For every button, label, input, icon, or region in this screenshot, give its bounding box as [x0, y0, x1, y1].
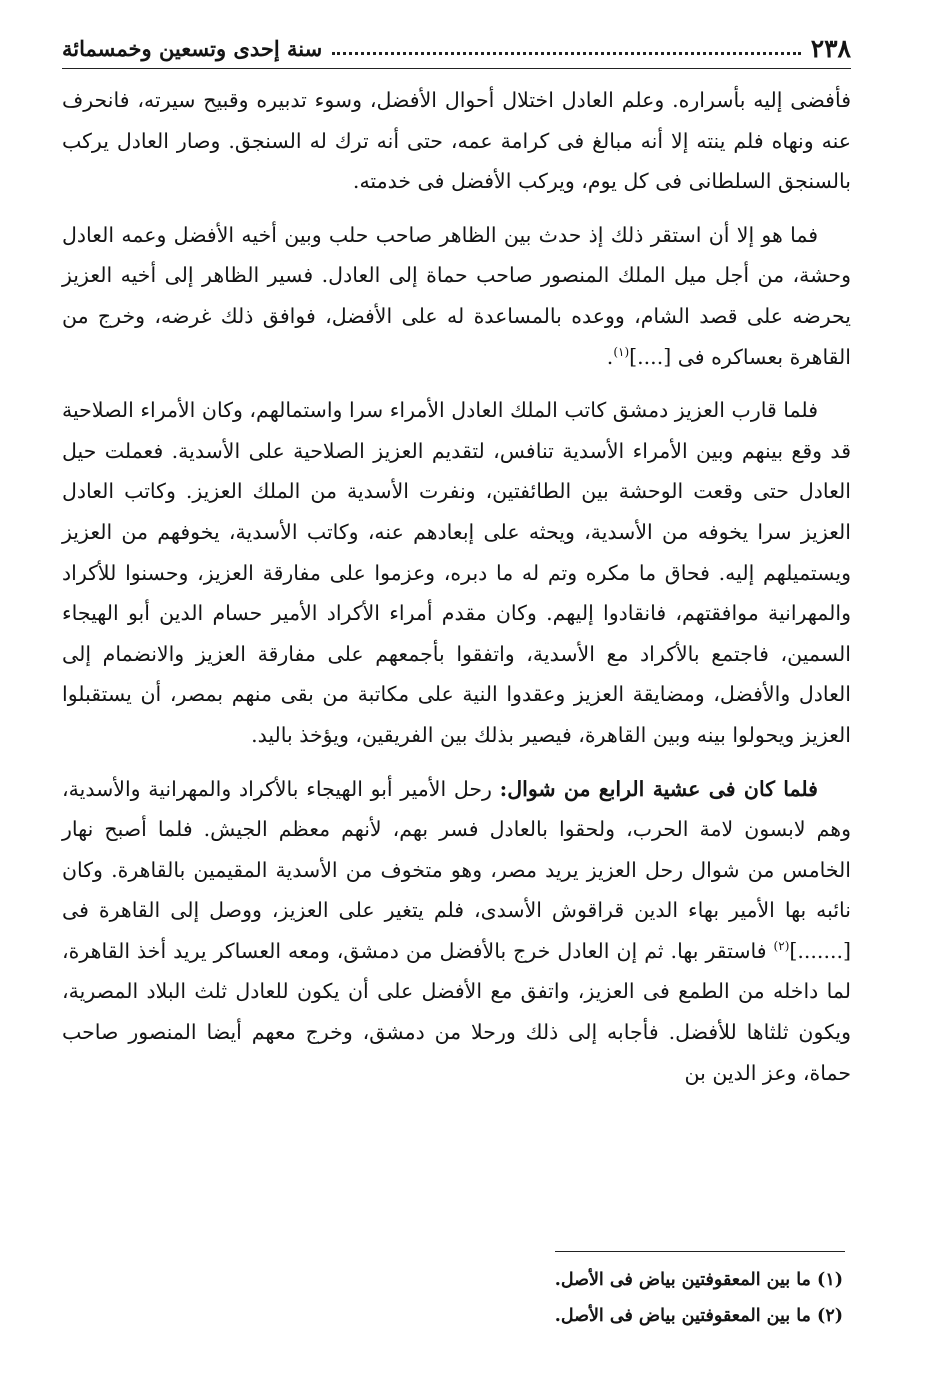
paragraph-1: فأفضى إليه بأسراره. وعلم العادل اختلال أحوال الأفضل، وسوء تدبيره وقبيح سيرته، فانحرف عنه ونهاه فلم ينته إلا أنه مبالغ فى كرامة عمه، حتى أنه ترك له السنجق. وصار العادل يركب بالسنجق السلطانى فى كل يوم، ويركب الأفضل فى خدمته. — [62, 88, 851, 194]
header-rule — [62, 68, 851, 69]
footnote-ref-1: (١) — [613, 344, 630, 359]
paragraph-4-lead: فلما كان فى عشية الرابع من شوال: — [499, 776, 818, 801]
footnote-rule — [555, 1251, 845, 1252]
paragraph-4 — [62, 769, 851, 1094]
footnotes — [400, 1262, 843, 1334]
paragraph-4-text-b: فاستقر بها. ثم إن العادل خرج بالأفضل من دمشق، ومعه العساكر يريد أخذ القاهرة، لما داخله من الطمع فى العزيز، واتفق مع الأفضل على أن يكون للعادل ثلث البلاد المصرية، ويكون ثلثاها للأفضل. فأجابه إلى ذلك ورحلا من دمشق، وخرج معهم أيضا المنصور صاحب حماة، وعز الدين بن — [62, 938, 851, 1085]
paragraph-2 — [62, 215, 851, 377]
paragraph-2-end: . — [606, 344, 614, 369]
paragraph-3: فلما قارب العزيز دمشق كاتب الملك العادل الأمراء سرا واستمالهم، وكان الأمراء الصلاحية قد وقع بينهم وبين الأمراء الأسدية تنافس، لتقديم العزيز الصلاحية على الأسدية. فعملت حيل العادل حتى وقعت الوحشة بين الطائفتين، ونفرت الأسدية من الملك العزيز. وكاتب العادل العزيز سرا يخوفه من الأسدية، ويحثه على إبعادهم عنه، وكاتب الأسدية، يخوفهم من العزيز ويستميلهم إليه. فحاق ما مكره وتم له ما دبره، وعزموا على مفارقة العزيز، وحسنوا للأكراد والمهرانية موافقتهم، فانقادوا إليهم. وكان مقدم أمراء الأكراد الأمير حسام الدين أبو الهيجاء السمين، فاجتمع بالأكراد مع الأسدية، واتفقوا بأجمعهم على مفارقة العزيز والانضمام إلى العادل والأفضل، ومضايقة العزيز وعقدوا النية على مكاتبة من بقى منهم بمصر، أن يستقبلوا العزيز ويحولوا بينه وبين القاهرة، فيصير بذلك بين الفريقين، ويؤخذ باليد. — [62, 398, 851, 747]
body-text — [62, 80, 851, 1106]
dotted-leader — [332, 52, 800, 55]
page-header — [62, 30, 851, 66]
page-number: ٢٣٨ — [810, 33, 851, 63]
footnote-1: (١) ما بين المعقوفتين بياض فى الأصل. — [554, 1270, 843, 1290]
footnote-2: (٢) ما بين المعقوفتين بياض فى الأصل. — [554, 1306, 843, 1326]
paragraph-2-text: فما هو إلا أن استقر ذلك إذ حدث بين الظاهر صاحب حلب وبين أخيه الأفضل وعمه العادل وحشة، من أجل ميل الملك المنصور صاحب حماة إلى العادل. فسير الظاهر إلى أخيه العزيز يحرضه على قصد الشام، ووعده بالمساعدة له على الأفضل، فوافق ذلك غرضه، وخرج من القاهرة بعساكره فى [....] — [62, 222, 851, 369]
paragraph-4-text-a: رحل الأمير أبو الهيجاء بالأكراد والمهرانية والأسدية، وهم لابسون لامة الحرب، ولحقوا بالعادل فسر بهم، لأنهم معظم الجيش. فلما أصبح نهار الخامس من شوال رحل العزيز يريد مصر، وهو متخوف من الأسدية المقيمين بالقاهرة. وكان نائبه بها الأمير بهاء الدين قراقوش الأسدى، فلم يتغير على العزيز، ووصل إلى القاهرة فى [.......] — [62, 776, 851, 963]
running-title: سنة إحدى وتسعين وخمسمائة — [62, 35, 323, 61]
footnote-ref-2: (٢) — [773, 939, 790, 954]
